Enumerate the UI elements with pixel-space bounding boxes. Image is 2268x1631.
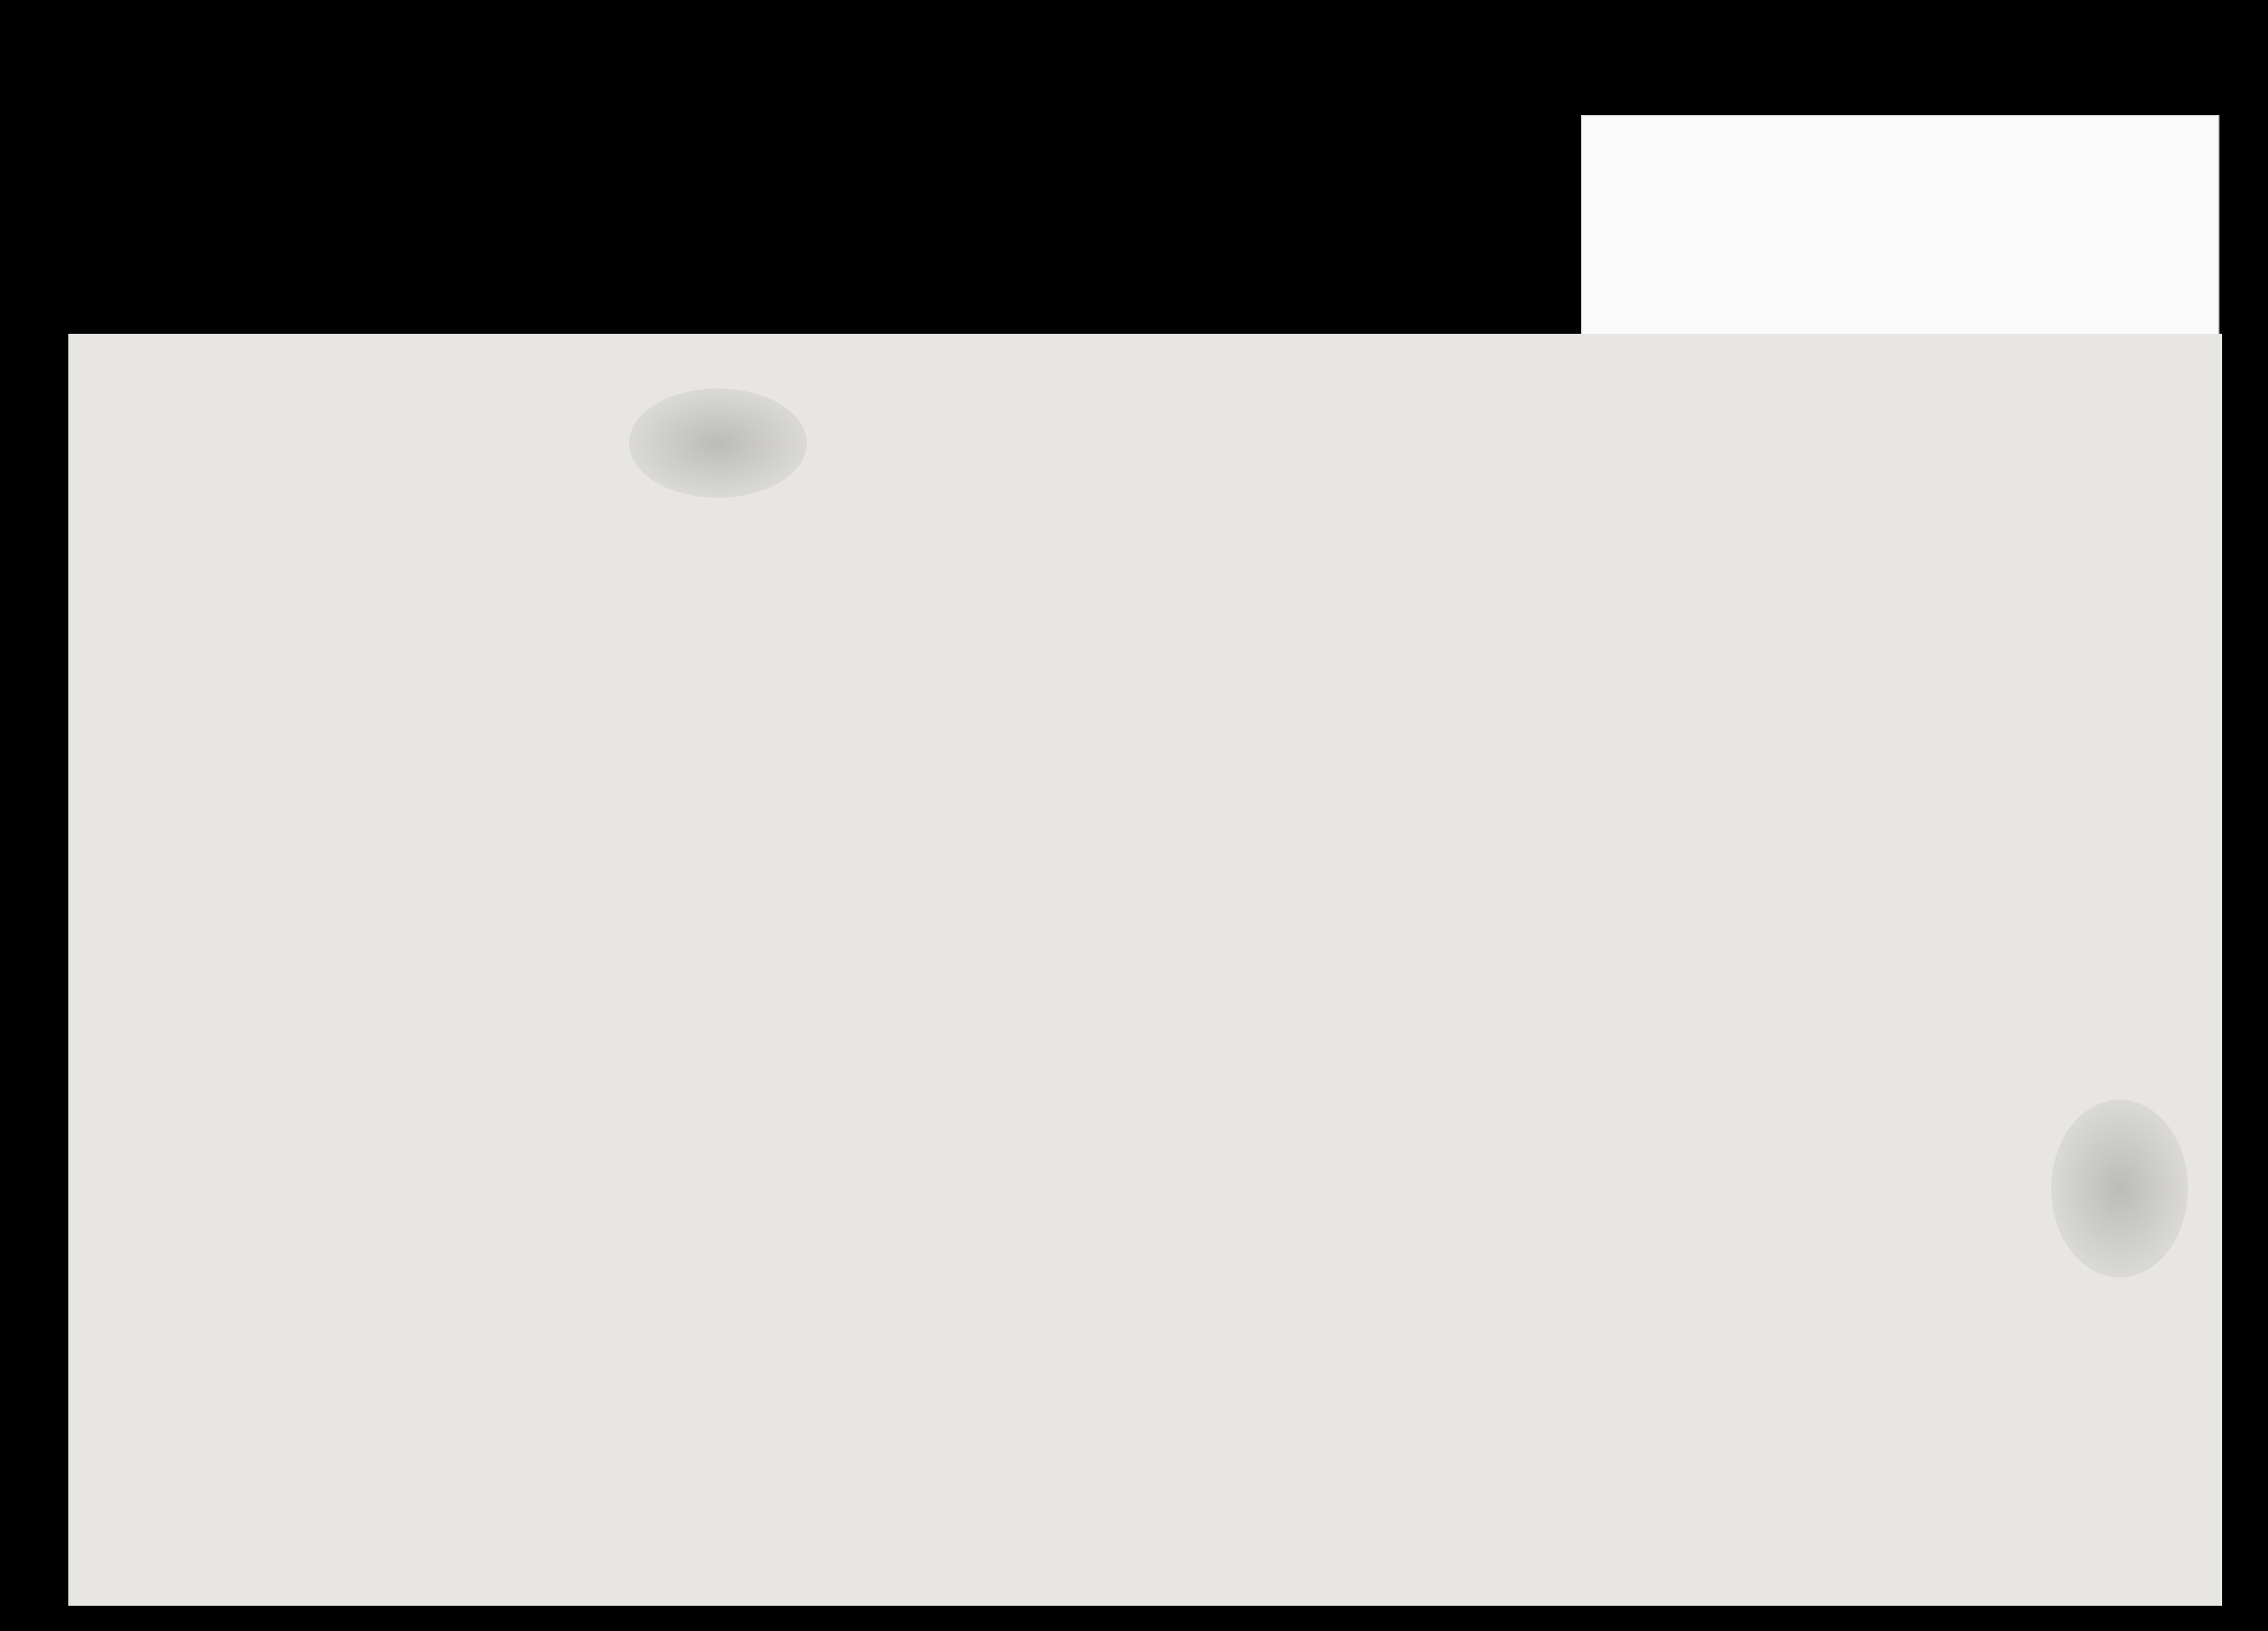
stain — [629, 388, 807, 498]
soiled-document-label — [1581, 115, 2219, 336]
census-form-sheet — [68, 334, 2222, 1606]
stain — [2051, 1100, 2188, 1277]
